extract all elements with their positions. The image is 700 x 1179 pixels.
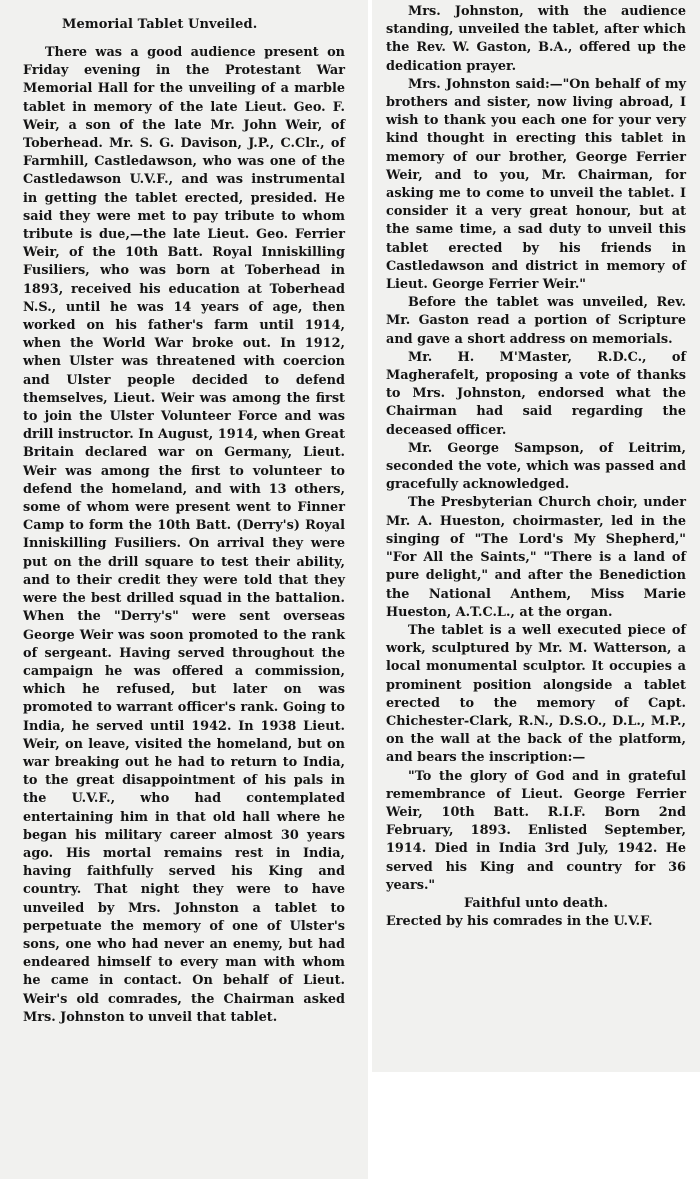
paragraph: There was a good audience present on Friday evening in the Protestant War Memorial Hall for the unveiling of a marble tablet in memory of the late Lieut. Geo. F. Weir, a son of the late Mr. John Weir, of Toberhead. Mr. S. G. Davison, J.P., C.Clr., of Farmhill, Castledawson, who was one of the Castledawson U.V.F., and was instrumental in getting the tablet erected, presided. He said they were met to pay tribute to whom tribute is due,—the late Lieut. Geo. Ferrier Weir, of the 10th Batt. Royal Inniskilling Fusiliers, who was born at Toberhead in 1893, received his education at Toberhead N.S., until he was 14 years of age, then worked on his father's farm until 1914, when the World War broke out. In 1912, when Ulster was threatened with coercion and Ulster people decided to defend themselves, Lieut. Weir was among the first to join the Ulster Volunteer Force and was drill instructor. In August, 1914, when Great Britain declared war on Germany, Lieut. Weir was among the first to volunteer to defend the homeland, and with 13 others, some of whom were present went to Finner Camp to form the 10th Batt. (Derry's) Royal Inniskilling Fusiliers. On arrival they were put on the drill square to test their ability, and to their credit they were told that they were the best drilled squad in the battalion. When the "Derry's" were sent overseas George Weir was soon promoted to the rank of sergeant. Having served throughout the campaign he was offered a commission, which he refused, but later on was promoted to warrant officer's rank. Going to India, he served until 1942. In 1938 Lieut. Weir, on leave, visited the homeland, but on war breaking out he had to return to India, to the great disappointment of his pals in the U.V.F., who had contemplated entertaining him in that old hall where he began his military career almost 30 years ago. His mortal remains rest in India, having faithfully served his King and country. That night they were to have unveiled by Mrs. Johnston a tablet to perpetuate the memory of one of Ulster's sons, one who had never an enemy, but had endeared himself to every man with whom he came in contact. On behalf of Lieut. Weir's old comrades, the Chairman asked Mrs. Johnston to unveil that tablet. — [23, 45, 345, 1025]
paragraph: The tablet is a well executed piece of work, sculptured by Mr. M. Watterson, a local monumental sculptor. It occupies a prominent position alongside a tablet erected to the memory of Capt. Chichester-Clark, R.N., D.S.O., D.L., M.P., on the wall at the back of the platform, and bears the inscription:— — [386, 622, 686, 766]
left-column — [23, 44, 345, 1027]
right-column — [386, 3, 686, 931]
paragraph: The Presbyterian Church choir, under Mr. A. Hueston, choirmaster, led in the singing of "The Lord's My Shepherd," "For All the Saints," "There is a land of pure delight," and after the Benediction the National Anthem, Miss Marie Hueston, A.T.C.L., at the organ. — [386, 495, 686, 620]
paragraph: Mrs. Johnston, with the audience standing, unveiled the tablet, after which the Rev. W. Gaston, B.A., offered up the dedication prayer. — [386, 4, 686, 74]
paragraph: Mrs. Johnston said:—"On behalf of my brothers and sister, now living abroad, I wish to thank you each one for your very kind thought in erecting this tablet in memory of our brother, George Ferrier Weir, and to you, Mr. Chairman, for asking me to come to unveil the tablet. I consider it a very great honour, but at the same time, a sad duty to unveil this tablet erected by his friends in Castledawson and district in memory of Lieut. George Ferrier Weir." — [386, 76, 686, 293]
article-title: Memorial Tablet Unveiled. — [62, 17, 258, 32]
closing-credit: Erected by his comrades in the U.V.F. — [386, 914, 653, 930]
paragraph: Mr. George Sampson, of Leitrim, seconded the vote, which was passed and gracefully acknowledged. — [386, 440, 686, 493]
right-clipping — [372, 0, 700, 1072]
paragraph: Mr. H. M'Master, R.D.C., of Magherafelt, proposing a vote of thanks to Mrs. Johnston, endorsed what the Chairman had said regarding the deceased officer. — [386, 349, 686, 438]
closing-line: Faithful unto death. — [464, 895, 608, 911]
paragraph: Before the tablet was unveiled, Rev. Mr. Gaston read a portion of Scripture and gave a short address on memorials. — [386, 295, 686, 347]
inscription: "To the glory of God and in grateful remembrance of Lieut. George Ferrier Weir, 10th Batt. R.I.F. Born 2nd February, 1893. Enlisted September, 1914. Died in India 3rd July, 1942. He served his King and country for 36 years." — [386, 768, 686, 893]
